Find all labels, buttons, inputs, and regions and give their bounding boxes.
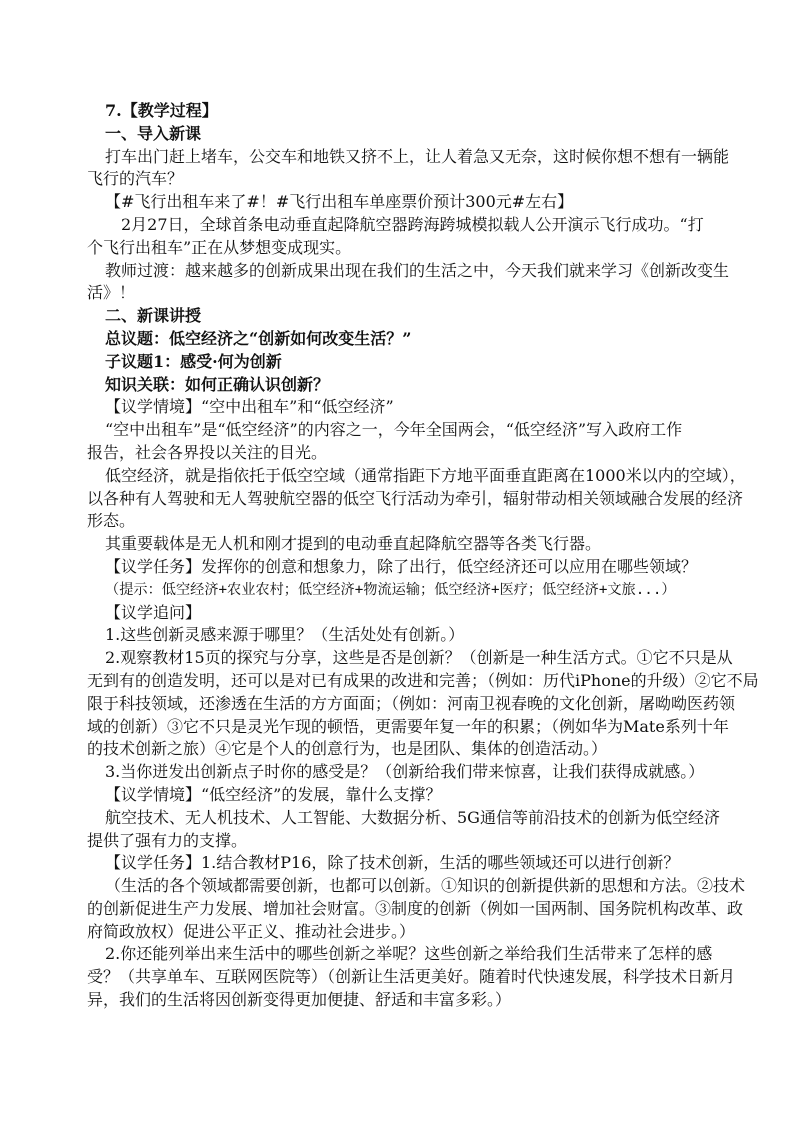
text-line: 打车出门赶上堵车，公交车和地铁又挤不上，让人着急又无奈，这时候你想不想有一辆能 <box>105 146 730 166</box>
text-line: “空中出租车”是“低空经济”的内容之一，今年全国两会，“低空经济”写入政府工作 <box>105 420 683 440</box>
text-line: 报告，社会各界投以关注的目光。 <box>87 442 328 462</box>
text-line: 的技术创新之旅）④它是个人的创意行为，也是团队、集体的创造活动。） <box>87 739 608 759</box>
text-line: 域的创新）③它不只是灵光乍现的顿悟，更需要年复一年的积累；（例如华为Mate系列十年 <box>87 716 729 736</box>
text-line: 异，我们的生活将因创新变得更加便捷、舒适和丰富多彩。） <box>87 990 512 1010</box>
text-line: 2.观察教材15页的探究与分享，这些是否是创新？（创新是一种生活方式。①它不只是从 <box>105 648 733 668</box>
document-body <box>87 100 759 1012</box>
text-line: 教师过渡：越来越多的创新成果出现在我们的生活之中，今天我们就来学习《创新改变生 <box>105 260 730 280</box>
text-line: 低空经济，就是指依托于低空空域（通常指距下方地平面垂直距离在1000米以内的空域）， <box>105 465 746 485</box>
text-line: 其重要载体是无人机和刚才提到的电动垂直起降航空器等各类飞行器。 <box>105 534 602 554</box>
text-line: 【#飞行出租车来了#！#飞行出租车单座票价预计300元#左右】 <box>105 192 574 212</box>
text-line: 个飞行出租车”正在从梦想变成现实。 <box>87 237 352 257</box>
text-line: （生活的各个领域都需要创新，也都可以创新。①知识的创新提供新的思想和方法。②技术 <box>105 876 746 896</box>
text-line: （提示：低空经济+农业农村；低空经济+物流运输；低空经济+医疗；低空经济+文旅...） <box>105 581 676 598</box>
text-line: 航空技术、无人机技术、人工智能、大数据分析、5G通信等前沿技术的创新为低空经济 <box>105 807 720 827</box>
text-line: 的创新促进生产力发展、增加社会财富。③制度的创新（例如一国两制、国务院机构改革、政 <box>87 898 744 918</box>
text-line: 【议学追问】 <box>105 602 202 622</box>
text-line: 无到有的创造发明，还可以是对已有成果的改进和完善；（例如：历代iPhone的升级）②它不局 <box>87 670 759 690</box>
text-line: 以各种有人驾驶和无人驾驶航空器的低空飞行活动为牵引，辐射带动相关领域融合发展的经济 <box>87 488 744 508</box>
text-line: 7.【教学过程】 <box>105 101 218 120</box>
text-line: 2.你还能列举出来生活中的哪些创新之举呢？这些创新之举给我们生活带来了怎样的感 <box>105 944 713 964</box>
text-line: 1.这些创新灵感来源于哪里？（生活处处有创新。） <box>105 625 465 645</box>
text-line: 府简政放权）促进公平正义、推动社会进步。） <box>87 921 416 941</box>
text-line: 飞行的汽车？ <box>87 169 184 189</box>
text-line: 一、导入新课 <box>105 123 202 143</box>
text-line: 形态。 <box>87 511 136 531</box>
text-line: 【议学情境】“低空经济”的发展，靠什么支撑？ <box>105 784 442 804</box>
text-line: 3.当你迸发出创新点子时你的感受是？（创新给我们带来惊喜，让我们获得成就感。） <box>105 762 705 782</box>
text-line: 受？（共享单车、互联网医院等）（创新让生活更美好。随着时代快速发展，科学技术日新月 <box>87 967 736 987</box>
text-line: 活》！ <box>87 283 136 303</box>
text-line: 【议学任务】发挥你的创意和想象力，除了出行，低空经济还可以应用在哪些领域？ <box>105 556 698 576</box>
text-line: 二、新课讲授 <box>105 306 202 326</box>
text-line: 子议题1：感受·何为创新 <box>105 351 282 371</box>
text-line: 2月27日，全球首条电动垂直起降航空器跨海跨城模拟载人公开演示飞行成功。“打 <box>121 214 704 234</box>
text-line: 知识关联：如何正确认识创新？ <box>105 374 330 394</box>
text-line: 总议题：低空经济之“创新如何改变生活？” <box>105 328 412 348</box>
text-line: 限于科技领域，还渗透在生活的方方面面；（例如：河南卫视春晚的文化创新，屠呦呦医药领 <box>87 693 736 713</box>
text-line: 提供了强有力的支撑。 <box>87 830 248 850</box>
text-line: 【议学情境】“空中出租车”和“低空经济” <box>105 397 394 417</box>
text-line: 【议学任务】1.结合教材P16，除了技术创新，生活的哪些领域还可以进行创新？ <box>105 853 680 873</box>
